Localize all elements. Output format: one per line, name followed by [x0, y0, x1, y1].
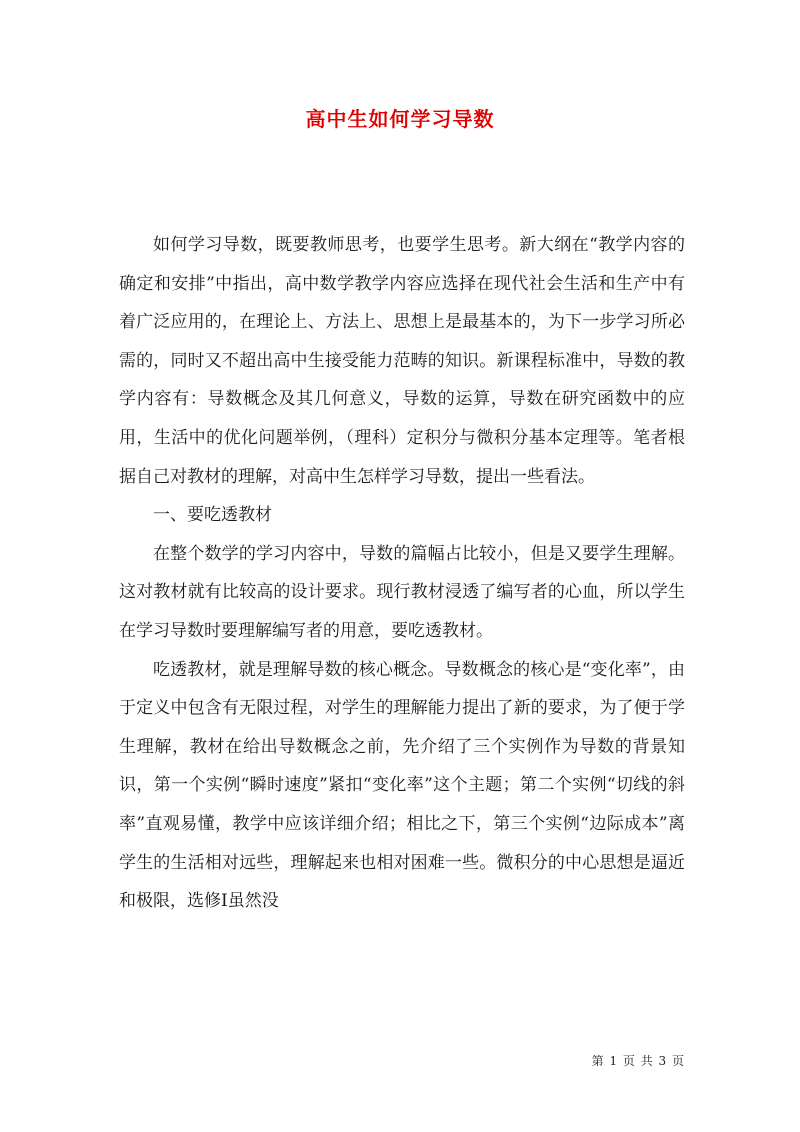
paragraph-section-1: 在整个数学的学习内容中，导数的篇幅占比较小，但是又要学生理解。这对教材就有比较高的设计要求。现行教材浸透了编写者的心血，所以学生在学习导数时要理解编写者的用意，要吃透教材。: [119, 543, 685, 641]
document-body: [119, 226, 685, 921]
paragraph-core-concept: 吃透教材，就是理解导数的核心概念。导数概念的核心是“变化率”，由于定义中包含有无限过程，对学生的理解能力提出了新的要求，为了便于学生理解，教材在给出导数概念之前，先介绍了三个实例作为导数的背景知识，第一个实例“瞬时速度”紧扣“变化率”这个主题；第二个实例“切线的斜率”直观易懂，教学中应该详细介绍；相比之下，第三个实例“边际成本”离学生的生活相对远些，理解起来也相对困难一些。微积分的中心思想是逼近和极限，选修Ⅰ虽然没: [119, 659, 685, 912]
page-number-footer: 第 1 页 共 3 页: [591, 1054, 685, 1068]
section-heading-1: 一、要吃透教材: [153, 505, 272, 526]
paragraph-intro: 如何学习导数，既要教师思考，也要学生思考。新大纲在“教学内容的确定和安排”中指出，高中数学教学内容应选择在现代社会生活和生产中有着广泛应用的，在理论上、方法上、思想上是最基本的，为下一步学习所必需的，同时又不超出高中生接受能力范畴的知识。新课程标准中，导数的教学内容有：导数概念及其几何意义，导数的运算，导数在研究函数中的应用，生活中的优化问题举例，（理科）定积分与微积分基本定理等。笔者根据自己对教材的理解，对高中生怎样学习导数，提出一些看法。: [119, 235, 685, 487]
document-title: 高中生如何学习导数: [305, 107, 495, 131]
